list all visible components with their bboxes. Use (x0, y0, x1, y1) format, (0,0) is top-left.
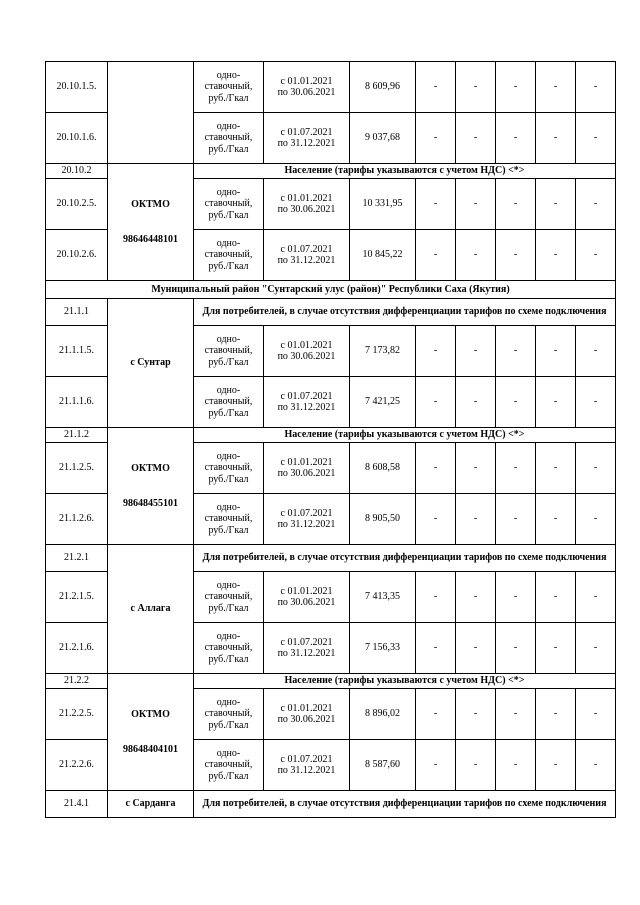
row-code: 21.1.1.5. (46, 326, 108, 377)
period-cell (264, 377, 350, 428)
empty-cell: - (536, 377, 576, 428)
empty-cell: - (536, 326, 576, 377)
empty-cell: - (416, 230, 456, 281)
rate-type-line: одно- (216, 579, 241, 591)
period-cell (264, 689, 350, 740)
empty-cell: - (576, 494, 616, 545)
settlement-cell (108, 299, 194, 428)
table-row (46, 545, 616, 572)
rate-type-line: ставочный, (204, 81, 253, 93)
period-line: с 01.07.2021 (280, 636, 333, 648)
oktmo-code: 98648455101 (123, 497, 178, 509)
table-row (46, 164, 616, 179)
row-code: 21.2.1.5. (46, 572, 108, 623)
rate-type-line: одно- (216, 450, 241, 462)
oktmo-cell (108, 428, 194, 545)
empty-cell: - (456, 179, 496, 230)
empty-cell: - (496, 689, 536, 740)
empty-cell: - (416, 113, 456, 164)
row-code: 21.1.2.5. (46, 443, 108, 494)
rate-type-line: ставочный, (204, 759, 253, 771)
empty-cell: - (576, 113, 616, 164)
empty-cell: - (496, 443, 536, 494)
empty-cell: - (416, 689, 456, 740)
rate-type-line: ставочный, (204, 462, 253, 474)
rate-type-line: руб./Гкал (208, 602, 249, 614)
consumers-header: Для потребителей, в случае отсутствия дифференциации тарифов по схеме подключения (194, 791, 616, 818)
row-code: 21.1.2 (46, 428, 108, 443)
tariff-value: 10 845,22 (350, 230, 416, 281)
rate-type-line: одно- (216, 384, 241, 396)
empty-cell: - (496, 572, 536, 623)
table-row (46, 674, 616, 689)
empty-cell: - (456, 443, 496, 494)
rate-type-line: одно- (216, 237, 241, 249)
consumers-header: Для потребителей, в случае отсутствия дифференциации тарифов по схеме подключения (194, 545, 616, 572)
rate-type-line: руб./Гкал (208, 407, 249, 419)
empty-cell: - (456, 623, 496, 674)
empty-cell: - (416, 740, 456, 791)
row-code: 21.2.1.6. (46, 623, 108, 674)
empty-cell: - (576, 740, 616, 791)
empty-cell: - (456, 572, 496, 623)
period-line: с 01.01.2021 (280, 702, 333, 714)
period-line: с 01.01.2021 (280, 585, 333, 597)
rate-type-line: ставочный, (204, 132, 253, 144)
period-cell (264, 113, 350, 164)
empty-cell: - (536, 689, 576, 740)
oktmo-label: ОКТМО (131, 709, 170, 720)
empty-cell: - (496, 377, 536, 428)
period-cell (264, 623, 350, 674)
table-row (46, 62, 616, 113)
municipality-banner: Муниципальный район "Сунтарский улус (район)" Республики Саха (Якутия) (46, 281, 616, 299)
tariff-value: 8 587,60 (350, 740, 416, 791)
rate-type-line: ставочный, (204, 396, 253, 408)
empty-cell: - (536, 179, 576, 230)
empty-cell: - (496, 623, 536, 674)
period-cell (264, 572, 350, 623)
period-line: по 30.06.2021 (277, 468, 336, 479)
rate-type-line: ставочный, (204, 249, 253, 261)
period-cell (264, 179, 350, 230)
rate-type-line: ставочный, (204, 513, 253, 525)
period-cell (264, 740, 350, 791)
rate-type-line: одно- (216, 69, 241, 81)
empty-cell: - (416, 326, 456, 377)
settlement-cell (108, 545, 194, 674)
empty-cell: - (456, 230, 496, 281)
empty-cell: - (576, 443, 616, 494)
tariff-value: 8 609,96 (350, 62, 416, 113)
rate-type-line: руб./Гкал (208, 260, 249, 272)
rate-type-cell (194, 230, 264, 281)
period-cell (264, 326, 350, 377)
empty-cell: - (456, 326, 496, 377)
empty-cell: - (536, 740, 576, 791)
rate-type-cell (194, 113, 264, 164)
empty-cell: - (496, 230, 536, 281)
empty-cell: - (456, 740, 496, 791)
period-line: по 31.12.2021 (277, 648, 336, 659)
empty-cell: - (536, 113, 576, 164)
rate-type-line: руб./Гкал (208, 92, 249, 104)
row-code: 21.2.1 (46, 545, 108, 572)
rate-type-line: руб./Гкал (208, 653, 249, 665)
rate-type-line: руб./Гкал (208, 719, 249, 731)
oktmo-label: ОКТМО (131, 199, 170, 210)
empty-cell: - (576, 623, 616, 674)
period-line: по 30.06.2021 (277, 597, 336, 608)
period-line: по 30.06.2021 (277, 204, 336, 215)
rate-type-cell (194, 689, 264, 740)
empty-cell: - (416, 62, 456, 113)
table-row (46, 428, 616, 443)
empty-cell: - (416, 377, 456, 428)
rate-type-cell (194, 179, 264, 230)
row-code: 20.10.2 (46, 164, 108, 179)
tariff-value: 7 421,25 (350, 377, 416, 428)
period-line: по 31.12.2021 (277, 138, 336, 149)
empty-cell: - (416, 179, 456, 230)
row-code: 20.10.2.6. (46, 230, 108, 281)
row-code: 21.2.2.5. (46, 689, 108, 740)
row-code: 21.1.1.6. (46, 377, 108, 428)
period-cell (264, 62, 350, 113)
settlement-cell (108, 791, 194, 818)
rate-type-line: одно- (216, 333, 241, 345)
period-line: с 01.01.2021 (280, 75, 333, 87)
empty-cell: - (536, 494, 576, 545)
tariff-table (45, 61, 616, 818)
empty-cell: - (496, 326, 536, 377)
consumers-header: Для потребителей, в случае отсутствия дифференциации тарифов по схеме подключения (194, 299, 616, 326)
rate-type-line: одно- (216, 747, 241, 759)
rate-type-line: ставочный, (204, 591, 253, 603)
period-line: по 31.12.2021 (277, 402, 336, 413)
oktmo-cell (108, 674, 194, 791)
row-code: 21.1.1 (46, 299, 108, 326)
empty-cell: - (576, 62, 616, 113)
tariff-value: 9 037,68 (350, 113, 416, 164)
row-code: 20.10.1.6. (46, 113, 108, 164)
population-header: Население (тарифы указываются с учетом НДС) <*> (194, 164, 616, 179)
rate-type-line: руб./Гкал (208, 770, 249, 782)
period-line: с 01.01.2021 (280, 339, 333, 351)
tariff-value: 7 156,33 (350, 623, 416, 674)
oktmo-code: 98646448101 (123, 233, 178, 245)
period-line: по 31.12.2021 (277, 255, 336, 266)
empty-cell: - (536, 623, 576, 674)
empty-cell: - (416, 494, 456, 545)
empty-cell: - (536, 62, 576, 113)
population-header: Население (тарифы указываются с учетом НДС) <*> (194, 428, 616, 443)
row-code: 21.4.1 (46, 791, 108, 818)
rate-type-cell (194, 572, 264, 623)
population-header: Население (тарифы указываются с учетом НДС) <*> (194, 674, 616, 689)
empty-cell: - (456, 689, 496, 740)
period-line: по 30.06.2021 (277, 351, 336, 362)
empty-cell: - (456, 113, 496, 164)
period-line: с 01.07.2021 (280, 753, 333, 765)
rate-type-line: одно- (216, 696, 241, 708)
rate-type-cell (194, 326, 264, 377)
settlement-cell (108, 62, 194, 164)
empty-cell: - (456, 62, 496, 113)
empty-cell: - (456, 494, 496, 545)
rate-type-cell (194, 494, 264, 545)
empty-cell: - (576, 572, 616, 623)
empty-cell: - (496, 113, 536, 164)
row-code: 21.1.2.6. (46, 494, 108, 545)
empty-cell: - (536, 230, 576, 281)
rate-type-line: одно- (216, 630, 241, 642)
rate-type-line: руб./Гкал (208, 209, 249, 221)
period-line: с 01.01.2021 (280, 192, 333, 204)
empty-cell: - (496, 494, 536, 545)
empty-cell: - (576, 230, 616, 281)
table-row (46, 281, 616, 299)
empty-cell: - (536, 572, 576, 623)
oktmo-label: ОКТМО (131, 463, 170, 474)
rate-type-line: руб./Гкал (208, 356, 249, 368)
rate-type-line: одно- (216, 501, 241, 513)
empty-cell: - (416, 572, 456, 623)
rate-type-line: ставочный, (204, 198, 253, 210)
rate-type-line: ставочный, (204, 708, 253, 720)
rate-type-line: одно- (216, 186, 241, 198)
period-line: с 01.01.2021 (280, 456, 333, 468)
rate-type-line: ставочный, (204, 345, 253, 357)
empty-cell: - (496, 62, 536, 113)
empty-cell: - (576, 689, 616, 740)
settlement-name: с Аллага (130, 603, 171, 615)
settlement-name: с Сунтар (130, 357, 171, 369)
period-cell (264, 443, 350, 494)
tariff-value: 10 331,95 (350, 179, 416, 230)
rate-type-line: ставочный, (204, 642, 253, 654)
table-row (46, 299, 616, 326)
period-line: по 31.12.2021 (277, 765, 336, 776)
rate-type-cell (194, 740, 264, 791)
empty-cell: - (416, 443, 456, 494)
table-row (46, 791, 616, 818)
period-cell (264, 494, 350, 545)
period-line: с 01.07.2021 (280, 507, 333, 519)
empty-cell: - (576, 326, 616, 377)
empty-cell: - (536, 443, 576, 494)
oktmo-cell (108, 164, 194, 281)
period-line: по 30.06.2021 (277, 87, 336, 98)
period-line: с 01.07.2021 (280, 243, 333, 255)
row-code: 21.2.2 (46, 674, 108, 689)
rate-type-line: руб./Гкал (208, 473, 249, 485)
rate-type-line: одно- (216, 120, 241, 132)
empty-cell: - (576, 179, 616, 230)
period-line: по 31.12.2021 (277, 519, 336, 530)
tariff-value: 8 896,02 (350, 689, 416, 740)
row-code: 20.10.2.5. (46, 179, 108, 230)
oktmo-code: 98648404101 (123, 743, 178, 755)
empty-cell: - (496, 740, 536, 791)
rate-type-cell (194, 62, 264, 113)
rate-type-line: руб./Гкал (208, 524, 249, 536)
tariff-value: 7 413,35 (350, 572, 416, 623)
rate-type-line: руб./Гкал (208, 143, 249, 155)
settlement-name: с Сарданга (125, 798, 176, 810)
period-cell (264, 230, 350, 281)
tariff-value: 7 173,82 (350, 326, 416, 377)
tariff-value: 8 608,58 (350, 443, 416, 494)
period-line: с 01.07.2021 (280, 390, 333, 402)
empty-cell: - (456, 377, 496, 428)
rate-type-cell (194, 377, 264, 428)
period-line: по 30.06.2021 (277, 714, 336, 725)
row-code: 21.2.2.6. (46, 740, 108, 791)
empty-cell: - (576, 377, 616, 428)
tariff-value: 8 905,50 (350, 494, 416, 545)
rate-type-cell (194, 623, 264, 674)
empty-cell: - (496, 179, 536, 230)
rate-type-cell (194, 443, 264, 494)
row-code: 20.10.1.5. (46, 62, 108, 113)
empty-cell: - (416, 623, 456, 674)
period-line: с 01.07.2021 (280, 126, 333, 138)
